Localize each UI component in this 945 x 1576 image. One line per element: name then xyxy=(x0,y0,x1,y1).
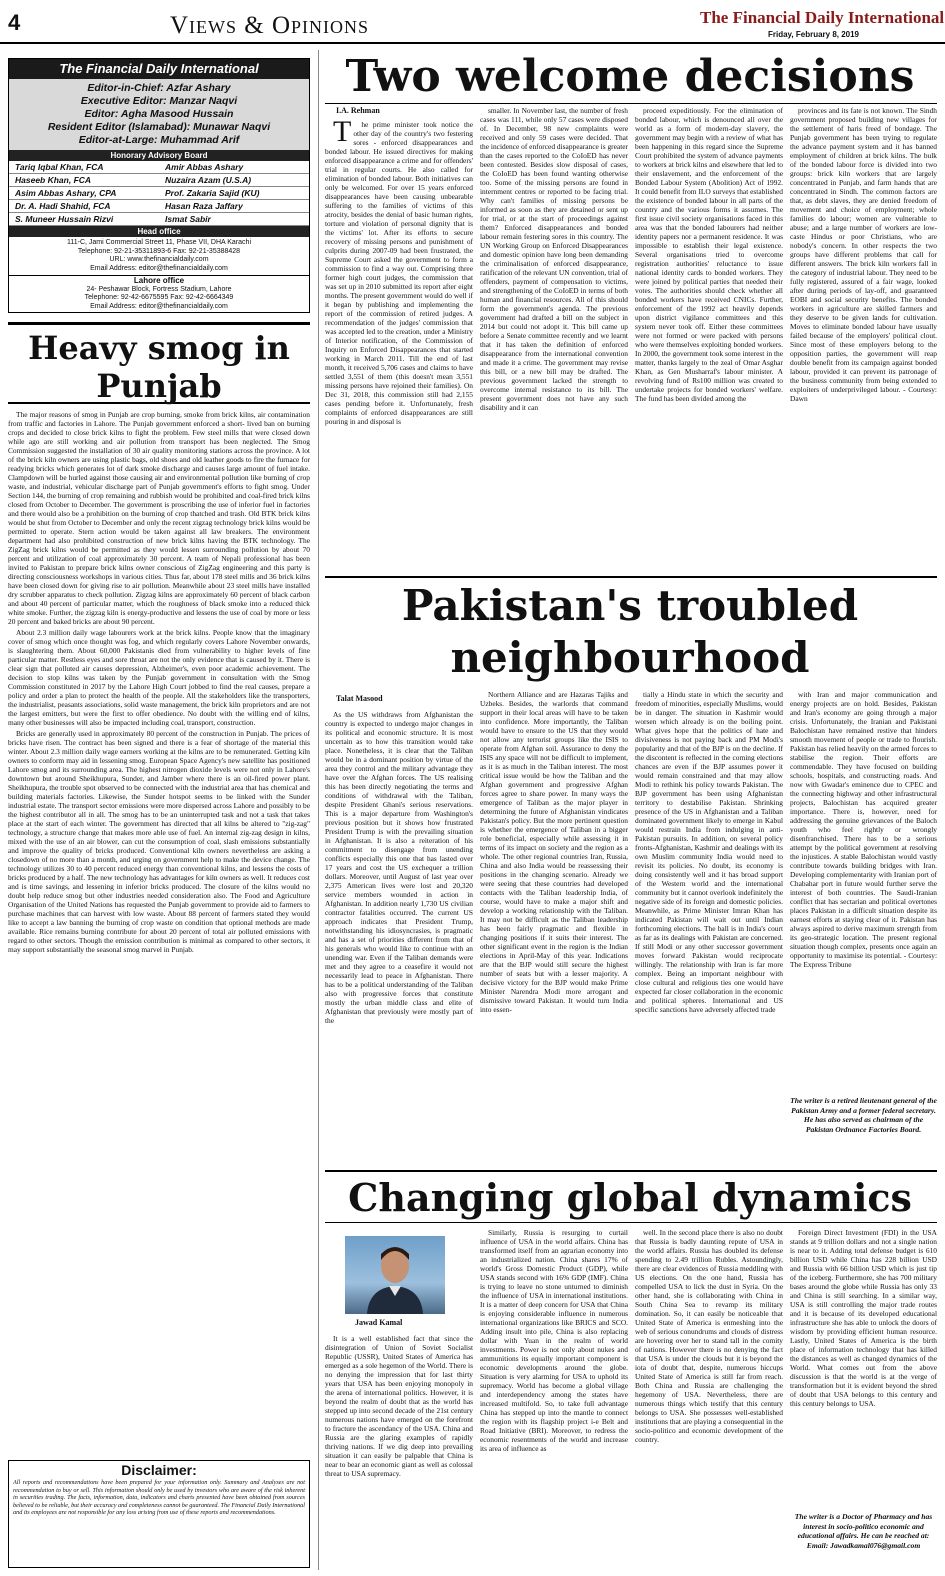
address-line: Email Address: editor@thefinancialdaily.com xyxy=(90,302,228,310)
board-member: Nuzaira Azam (U.S.A) xyxy=(159,174,309,187)
article1-paragraph: proceed expeditiously. For the elimination of bonded labour, which is denounced all over the world as a form of modern-day slavery, the government may begin with a review of what has been happening in this regard since the Supreme Court prohibited the system of advance payments to workers at brick kilns and elsewhere that led to their enslavement, and the enforcement of the Bonded Labour System (Abolition) Act of 1992. It could benefit from ILO surveys that established the existence of bonded labour in all parts of the country and the various forms it assumes. The first issue civil society organisations faced in this area was that the bonded labourers had neither identity papers nor a permanent residence. It was impossible to establish their legal existence. Several organisations tried to overcome registration authorities' reluctance to issue national identity cards to bonded workers. They were joined by political parties that needed their votes. The authorities should check whether all bonded workers have received CNICs. Further, enforcement of the 1992 act heavily depends upon district vigilance committees and this system never took off. Either these committees were not formed or were packed with persons who were themselves exploiting bonded workers. In 2000, the government took some interest in the matter, thanks largely to the zeal of Omar Asghar Khan, as Gen Musharraf's labour minister. A revolving fund of Rs100 million was created to undertake projects for bonded workers' welfare. The fund has been divided among the xyxy=(635,106,783,403)
article3-paragraph: well. In the second place there is also no doubt that Russia is badly daunting repute of USA in the world affairs. Russia has doubled its defense spending to 2.49 trillion Rubles. Astoundingly, there are clear evidences of Russia meddling with US elections. On the one hand, Russia has compelled USA to lick the dust in Syria. On the other hand, she is collaborating with China in South China Sea to revamp its military domination. So, it can easily be noticeable that United State of America is enmeshing into the web of serious conundrums and clouds of distress are hovering over her to stand tall in the comity of nations. However there is no denying the fact that USA is under the clouds but it is beyond the iota of doubt that, despite, numerous hiccups United State of America is still far from reach. Both China and Russia are challenging the hegemony of USA. Nevertheless, there are numerous things which testify that this century belongs to USA. She possesses well-established institutions that are playing a consequential in the socio-politico and economic development of the country. xyxy=(635,1228,783,1444)
board-member: Ismat Sabir xyxy=(159,213,309,226)
author-photo xyxy=(345,1236,445,1314)
section-rule xyxy=(325,1170,937,1172)
editorial-paragraph: Bricks are generally used in approximately 80 percent of the construction in Punjab. The prices of bricks have risen. The contract has been signed and there is a fear of shortage of the material this winter. About 2.3 million daily wage earners working at the kilns are to be remunerated. Getting kiln owners to conform may aid in lessening smog. European Space Agency's new satellite has positioned Lahore smog and its surrounding area. The highest nitrogen dioxide levels were not only in Lahore's downtown but around Sheikhupura, Sunder, and Jamber where there is an oil-fired power plant. Sheikhupura, the trouble spot observed to be connected with the industrial area that has chemical and building materials factories. Likewise, the Sunder hotspot seems to be linked with the Sunder industrial estate. The transport sector emissions were more dispersed across Lahore and possibly to be the highest contributor all in all. The smog has to be an uninterrupted task and not a task that takes place at the start of each winter. The government has directed that all kilns be altered to "zig-zag" technology, a structure change that makes more able use of fuel. An internal zig-zag design in kilns, mixed with the use of an air blower, can cut the consumption of coal, slash emissions substantially and improve the quality of bricks produced. Conventional kiln owners nevertheless are asking a closedown of no more than a month, and urging on government help to make the device change. The technology utilizes 30 to 40 percent reduced energy than conventional kilns, and lessens the costs of bricks produced by a half. The new technology has advantages for kiln owners as well. It reduces cost and is time savings, and lessening in inferior bricks produced. The closure of the kilns would no doubt help reduce smog but other industries needed consideration also. The Food and Agriculture Organisation of the United Nations has requested the Punjab government to provide aid to farmers to purchase machines that can harvest with low waste. About 88 percent of farmers stated they would like to accept a law banning the burning of crop waste on condition that optional methods are made available. Rice remains burning contribute for about 20 percent of total air polluted emissions with regard to other sectors. Though the emission contribution is minimal as compared to other sectors, it may support substantially the seasonal smog marvel in Punjab. xyxy=(8,729,310,954)
address-line: Telephone: 92-21-35311893-6 Fax: 92-21-35388428 xyxy=(77,247,241,255)
issue-date: Friday, February 8, 2019 xyxy=(768,30,860,39)
board-member: S. Muneer Hussain Rizvi xyxy=(9,213,159,226)
article3-column xyxy=(480,1228,628,1568)
advisory-board-label: Honorary Advisory Board xyxy=(9,150,309,161)
article3-paragraph: It is a well established fact that since the disintegration of Union of Soviet Socialist Republic (USSR), United States of America has emerged as a sole hegemon of the World. There is no denying the impression that for last thirty years that USA has been enjoying monopoly in the arena of international politics. However, it is beyond the realm of doubt that as the world has stepped up into second decade of the 21st century numerous nations have emerged on the forefront to fracture the ascendancy of the USA. China and Russia are the glaring examples of rapidly thriving nations. If we dig deep into prevailing situation it can easily be palpable that China is near to bear an economic giant as well as colossal threat to USA supremacy. xyxy=(325,1334,473,1478)
board-member: Asim Abbas Ashary, CPA xyxy=(9,187,159,200)
article1-paragraph: he prime minister took notice the other day of the country's two festering sores - enforced disappearances and bonded labour. He issued directives for making enforced disappearance a crime and for offenders' trial in regular courts. He also called for elimination of bonded labour. Both initiatives can only be welcomed. For over 15 years enforced disappearances have been causing unbearable suffering to the families of victims of this atrocity, besides the denial of basic human rights, torture and violation of personal dignity that is the victims' lot. After its efforts to secure recovery of missing persons and punishment of culprits during 2007-09 had been frustrated, the Supreme Court asked the government to form a commission to find a way out. Comprising three former high court judges, the commission that was set up in 2010 submitted its report after eight months. The present government would do well if it began by publishing and implementing the report of the commission of retired judges. A recommendation of the judges' commission that was accepted led to the creation, under a Ministry of Interior notification, of the Commission of Inquiry on Enforced Disappearances that started working in March 2011. Till the end of last month, it received 5,706 cases and claims to have settled 3,551 of them (this doesn't mean 3,551 missing persons have rejoined their families). On Dec 31, 2018, this commission still had 2,155 cases pending before it. Unfortunately, fresh complaints of enforced disappearances are still pouring in and disposal is xyxy=(325,120,473,426)
editorial-paragraph: The major reasons of smog in Punjab are crop burning, smoke from brick kilns, air contamination from traffic and factories in Lahore. The Punjab government enforced a short- lived ban on burning crops and decided to close brick kilns to fight the problem. Few steel mills that were closed down while ago are still working and air pollution from transport has been neglected. The Smog Commission suggested the installation of 30 air quality monitoring stations across the province. A lot of the brick kiln owners are using plastic bags, old shoes and old leather goods to fire the furnace for readying bricks which generates lot of dark smoke discharge and causes large amount of fuel intake. Clampdown will be hurled against those causing air and environmental pollution like burning of crop waste, and industrial, vehicular discharge part of Punjab government's efforts to fight smog. Under Section 144, the burning of crop remaining and rubbish would be prohibited and coal-fired brick kilns closed from October to December. The government is proscribing the use of inferior fuel in factories and there would also be a prohibition on the burning of crop thatched and trash. Old BTK brick kilns would be shut from October to December and only the recent zigzag technology brick kilns would be permitted to operate. Stern action would be taken against all law breakers. The environment department had also prohibited construction of new brick kilns having the BTK technology. The ZigZag brick kilns would be permitted as they would lessen surrounding pollution by about 70 percent and utilization of coal approximately 30 percent. A team of Nepali professional has been invited to Pakistan to prepare brick kilns owner conscious of ZigZag engineering and this party is directing consciousness workshops in various cities. Thus far, about 178 steel mills and 36 brick kilns have been closed down for giving rise to air pollution. Meanwhile about 23 steel mills have installed dry scrubber apparatus to check pollution. Zigzag kilns are approximately 60 percent of black carbon and about 40 percent of particular matter, which the roughness of black smoke into a reduced thick white smoke. Further, the zigzag kiln is energy-productive and lessens the use of coal by more or less 20 percent and baked bricks are about 90 percent. xyxy=(8,410,310,626)
disclaimer-box xyxy=(8,1460,310,1568)
address-line: Email Address: editor@thefinancialdaily.com xyxy=(90,264,228,272)
article3-column xyxy=(325,1334,473,1568)
head-office-label: Head office xyxy=(9,226,309,237)
article2-headline-line1: Pakistan's troubled xyxy=(401,581,859,630)
board-member: Prof. Zakaria Sajid (KU) xyxy=(159,187,309,200)
article1-paragraph: smaller. In November last, the number of fresh cases was 111, while only 57 cases were disposed of. In December, 98 new complaints were received and only 59 cases were decided. That the incidence of enforced disappearance is greater than the cases reported to the CoIoED has never been contested. Besides slow disposal of cases, the CoIoED has been found wanting otherwise too. Some of the missing persons are found in internment centres or reported to be facing trial. Why can't families of missing persons be informed as soon as they are detained or sent up for trial, or at the start of proceedings against them? Enforced disappearances and bonded labour remain festering sores in this country. The UN Working Group on Enforced Disappearances and domestic opinion have long been demanding the criminalisation of enforced disappearance, ratification of the relevant UN convention, trial of offenders, payment of compensation to victims, and strengthening of the CoIoED in terms of both human and financial resources. All of this should form the government's agenda. The previous government had drafted a bill on the subject in 2014 but could not adopt it. This bill came up before a Senate committee recently and we learnt that it has taken the definition of enforced disappearance from the international convention and made it a crime. The government may revise this bill, or a new bill may be drafted. The previous government lacked the strength to overcome internal resistance to its bill. The present government does not have any such disability and it can xyxy=(480,106,628,412)
headline-rule xyxy=(325,103,937,104)
lahore-office-label: Lahore office xyxy=(9,275,309,286)
address-line: URL: www.thefinancialdaily.com xyxy=(109,256,209,263)
article2-author-bio: The writer is a retired lieutenant general of the Pakistan Army and a former federal secretary. He has also served as chairman of the Pakistan Ordnance Factories Board. xyxy=(790,1096,937,1134)
article1-column xyxy=(325,120,473,572)
portrait-icon xyxy=(345,1236,445,1314)
editorial-title: Heavy smog in Punjab xyxy=(28,329,290,405)
article2-byline: Talat Masood xyxy=(336,694,383,703)
editorial-headline xyxy=(8,322,310,404)
editor-line: Editor-at-Large: Muhammad Arif xyxy=(78,134,240,146)
dropcap: T xyxy=(333,120,352,148)
section-rule xyxy=(325,576,937,578)
editor-line: Editor: Agha Masood Hussain xyxy=(84,108,234,120)
article1-headline: Two welcome decisions xyxy=(345,51,915,102)
masthead-box xyxy=(8,58,310,313)
article1-paragraph: provinces and its fate is not known. The Sindh government proposed building new villages for the settlement of haris freed of bondage. The Punjab government has been trying to regulate the advance payment system and it has banned employment of children at brick kilns. The bulk of the bonded labour force is divided into two groups: brick kiln workers that are largely concentrated in Punjab, and farm hands that are concentrated in Sindh. The common factors are that, as debt slaves, they are denied freedom of movement and choice of employment; whole families do labour; women are vulnerable to abuse; and a large number of workers are low-caste Hindus or poor Christians, who are nobody's concern. In other respects the two groups have different problems that call for different answers. The brick kiln workers fall in the category of industrial labour. They need to be fully registered, assured of a fair wage, looked after during periods of lay-off, and guaranteed EOBI and social security benefits. The bonded workers in agriculture are skilled farmers and they deserve to be given lands for cultivation. Moves to eliminate bonded labour have usually failed because of the employers' political clout. Since most of these employers belong to the opposition parties, the government will reap double benefit from its campaign against bonded labour, provided it can prevent its patronage of the business community from being extended to exploiters of underprivileged labour. - Courtesy: Dawn xyxy=(790,106,937,403)
board-member: Amir Abbas Ashary xyxy=(159,161,309,174)
article3-column xyxy=(790,1228,937,1506)
editorial-paragraph: About 2.3 million daily wage labourers work at the brick kilns. People know that the imaginary cover of smog which once thought was fog, and which regularly covers Lahore November onwards, is slaughtering them. About 60,000 Pakistanis died from vulnerability to higher levels of fine particular matter. Restless eyes and sore throat are not the only evidence that is caused by it. There is clear sign that polluted air causes depression, Alzheimer's, even poor academic achievement. The decision to stop kilns was taken by the Punjab government in consultation with the Smog Commission constituted in 2017 by the Lahore High Court jobbed to find the real causes, prepare a policy and order a plan to protect the health of the people. All the stakeholders like the transporters, the industrialist, peasants associations, solid waste management, the brick kiln proprietors and are not the largest emitters, but were the first to offer obedience. No doubt with the willing end of kilns, many other businesses will also be impacted including coal, transport, construction. xyxy=(8,628,310,727)
address-line: 111-C, Jami Commercial Street 11, Phase VII, DHA Karachi xyxy=(66,239,251,246)
section-title: Views & Opinions xyxy=(170,12,370,39)
paper-name: The Financial Daily International xyxy=(700,8,945,27)
article3-byline: Jawad Kamal xyxy=(355,1318,403,1327)
headline-rule xyxy=(325,1222,937,1223)
address-line: Telephone: 92-42-6675595 Fax: 92-42-6664349 xyxy=(84,294,234,301)
header-rule xyxy=(0,42,945,44)
article2-paragraph: tially a Hindu state in which the security and freedom of minorities, especially Muslims, would be in danger. The situation in Kashmir would worsen which already is on the boiling point. What gives hope that the politics of hate and divisiveness is not paying back and PM Modi's popularity and that of the BJP is on the decline. If the discontent is reflected in the coming elections chances are even if the BJP assumes power it would remain constrained and that may allow Modi to rethink his policy towards Pakistan. The BJP government has been using Afghanistan territory to destabilise Pakistan. Shrinking presence of the US in Afghanistan and a Taliban dominated government likely to emerge in Kabul would restrain India from indulging in anti-Pakistan pursuits. In addition, on several policy fronts-Afghanistan, Kashmir and dealings with its own Muslim community India would need to revisit its policies. No doubt, its economy is doing consistently well and it has broad support of the Western world and the international community but it cannot overlook indefinitely the negative side of its foreign and domestic policies. Meanwhile, as Prime Minister Imran Khan has indicated Pakistan will wait out until Indian forthcoming elections. The ball is in India's court as far as its dealings with Pakistan are concerned. If still Modi or any other successor government moves forward Pakistan would reciprocate willingly. The relationship with Iran is far more complex. Being an important neighbour with close cultural and religious ties one would have expected far closer collaboration in the economic and political spheres. International and US specific sanctions have adversely affected trade xyxy=(635,690,783,1014)
article2-paragraph: Northern Alliance and are Hazaras Tajiks and Uzbeks. Besides, the warlords that command support in their local areas will have to be taken into confidence. More importantly, the Taliban would have to ensure to the US that they would not allow any terrorist groups like the ISIS to operate from Afghan soil. Assurance to deny the ISIS any space will not be difficult to implement, as it is as much in the Taliban interest. The most critical issue would be how the Taliban and the Afghan government and progressive Afghan forces agree to share power. In many ways the emergence of Taliban as the major player in determining the future of Afghanistan vindicates Pakistan's policy. But the more pertinent question is whether the emergence of Taliban in a bigger role beneficial, especially while assessing it in terms of its impact on society and the region as a whole. The other regional countries Iran, Russia, China and also India would be reassessing their positions in the changing scenario. Already we were seeing that these countries had developed contacts with the Taliban leadership India, of course, would have to make a major shift and develop a working relationship with the Taliban. It may not be difficult as the Taliban leadership has been fairly pragmatic and flexible in changing positions if it suits their interest. The other significant event in the region is the Indian elections in April-May of this year. Indications are that the BJP would still secure the highest number of seats but with a lesser majority. A decisive victory for the BJP would make Prime Minister Narendra Modi more arrogant and dismissive toward Pakistan. It would turn India into essen- xyxy=(480,690,628,1014)
disclaimer-text: All reports and recommendations have been prepared for your information only. Summary and Analyses are not recommendation to buy or sell. This information should only be used by investors who are aware of the risk inherent in securities trading. The facts, information, data, indicators and charts presented have been obtained from sources believed to be reliable, but their accuracy and completeness cannot be guaranteed. The Financial Daily International and its employees are not responsible for any loss arising from use of these reports and recommendations. xyxy=(13,1479,305,1517)
head-office-details xyxy=(9,237,309,275)
page-number: 4 xyxy=(8,10,21,35)
article3-paragraph: Foreign Direct Investment (FDI) in the USA stands at 9 trillion dollars and not a single nation is near to it. Adding total defense budget is 610 billion USD while China has 228 billion USD and Russia with 66 billion USD which is just tip of the iceberg. Furthermore, she has 700 military bases around the globe while Russia has only 33 and China is still searching. In a similar way, USA is still controlling the major trade routes and it is because of its developed educational infrastructure she has able to unlock the doors of wisdom by providing efficient human resource. Lastly, United States of America is the birth place of information technology that has killed the distances as well as changed dynamics of the World. What comes out from the above discussion is that the world is at the verge of transformation but it is evident beyond the shred of doubt that USA belongs to this century and this century belongs to USA. xyxy=(790,1228,937,1408)
article2-column xyxy=(480,690,628,1165)
page-header xyxy=(0,0,945,44)
editor-line: Executive Editor: Manzar Naqvi xyxy=(80,95,238,107)
editorial-body xyxy=(8,410,310,1456)
article2-column xyxy=(325,710,473,1165)
article1-column xyxy=(635,106,783,572)
article2-column xyxy=(635,690,783,1165)
editor-line: Editor-in-Chief: Azfar Ashary xyxy=(87,82,231,94)
article1-column xyxy=(790,106,937,572)
column-divider xyxy=(318,50,319,1570)
article3-paragraph: Similarly, Russia is resurging to curtail influence of USA in the world affairs. China has transformed itself from an agrarian economy into an industrialized nation. China shares 17% of world's Gross Domestic Product (GDP), while USA stands second with 16% GDP (IMF). China is trying to leave no stone unturned to diminish the influence of USA in international institutions. It is a matter of deep concern for USA that China is enjoying considerable influence in numerous international organizations like BRICS and SCO. Adding insult into pile, China is also replacing dollar with Yuan in the realm of world investments. Power is not only about nukes and ammunitions its equally important component is economic developments around the globe. Situation is very alarming for USA to uphold its supremacy. World has become a global village and interdependency among the states have increased multifold. So, to take full advantage China has stepped up into the mantle to connect the region with its flagship project i-e Belt and Road Initiative (BRI). Moreover, to redress the economic resentments of the world and increase its area of influence as xyxy=(480,1228,628,1453)
board-member: Hasan Raza Jaffary xyxy=(159,200,309,213)
board-member: Tariq Iqbal Khan, FCA xyxy=(9,161,159,174)
editor-line: Resident Editor (Islamabad): Munawar Naqvi xyxy=(47,121,271,133)
article3-author-bio: The writer is a Doctor of Pharmacy and has interest in socio-politico economic and educational affairs. He can be reached at: Email: Jawadkamal076@gmail.com xyxy=(794,1512,933,1550)
article2-column xyxy=(790,690,937,1090)
address-line: 24- Peshawar Block, Fortress Stadium, Lahore xyxy=(86,285,232,293)
article2-paragraph: with Iran and major communication and energy projects are on hold. Besides, Pakistan and Iran's economy are going through a major crisis. Unfortunately, the Iranian and Pakistani Balochistan have remained restive that hinders smooth movement of people or trade to flourish. Pakistan has relied heavily on the armed forces to stabilise the region. Their efforts are commendable. They have focused on building schools, hospitals, and constructing roads. And now with Gwadar's eminence due to CPEC and the connecting highway and other infrastructural projects, Balochistan has acquired greater importance. There is, however, need for addressing the genuine grievances of the Baloch youth who feel rightly or wrongly disenfranchised. There has to be a serious attempt by the political government at resolving the injustices. A stable Balochistan would vastly contribute towards building bridges with Iran. Developing complementarity with Iranian port of Chabahar port in future would further serve the interest of both countries. The Saudi-Iranian conflict that has sectarian and political overtones places Pakistan in a difficult situation despite its earnest efforts at staying clear of it. Pakistan has always aspired to derive maximum strength from its geo-strategic location. The present regional situation though complex, presents once again an opportunity to maximise its potential. - Courtesy: The Express Tribune xyxy=(790,690,937,969)
article3-headline: Changing global dynamics xyxy=(348,1175,912,1220)
article3-column xyxy=(635,1228,783,1568)
article1-column xyxy=(480,106,628,572)
board-member: Dr. A. Hadi Shahid, FCA xyxy=(9,200,159,213)
article1-text xyxy=(325,120,473,426)
article2-paragraph: As the US withdraws from Afghanistan the country is expected to undergo major changes in its political and economic structure. It is most uncertain as to how this transition would take place. Nonetheless, it is clear that the Taliban would be in a dominant position by virtue of the area they control and the military advantage they have over the Afghan forces. The US realising this has been directly negotiating the terms and conditions of withdrawal with the Taliban, despite President Ghani's serious reservations. This is a major departure from Washington's previous position but it shows how frustrated President Trump is with the prevailing situation in Afghanistan. It is also a reiteration of his commitment to disengage from unending conflicts especially this one that has lasted over 17 years and cost the US exchequer a trillion dollars. Moreover, until August of last year over 2,375 American lives were lost and 20,320 service members wounded in action in Afghanistan. In addition nearly 1,730 US civilian contractor fatalities occurred. The current US approach indicates that President Trump, notwithstanding his idiosyncrasies, is pragmatic and has a set of priorities different from that of his generals who would like to continue with an unending war. Even if the Taliban demands were met and they agree to a ceasefire it would not necessarily lead to peace in Afghanistan. There has to be a political understanding of the Taliban also with progressive forces that constitute mostly the urban middle class and elite of Afghanistan that previously were mostly part of the xyxy=(325,710,473,1025)
disclaimer-title: Disclaimer: xyxy=(121,1462,197,1478)
article2-headline-line2: neighbourhood xyxy=(450,633,810,682)
masthead-title: The Financial Daily International xyxy=(9,59,309,79)
advisory-board-list xyxy=(9,161,309,226)
board-member: Haseeb Khan, FCA xyxy=(9,174,159,187)
editors-list xyxy=(9,79,309,150)
article1-byline: I.A. Rehman xyxy=(336,106,380,115)
